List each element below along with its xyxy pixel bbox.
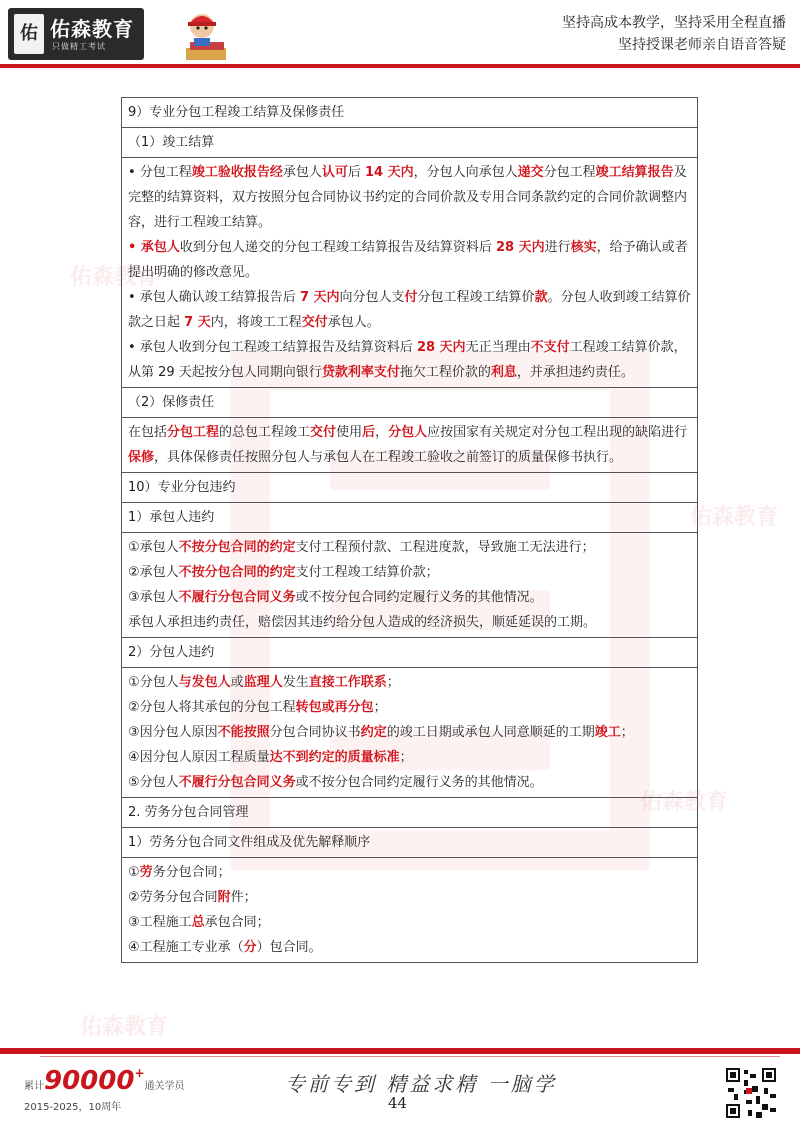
list-item: ③承包人不履行分包合同义务或不按分包合同约定履行义务的其他情况。 (128, 590, 543, 605)
paragraph: • 承包人确认竣工结算报告后 7 天内向分包人支付分包工程竣工结算价款。分包人收到竣工结算价款之日起 7 天内，将竣工工程交付承包人。 (128, 290, 691, 330)
list-item: ①劳务分包合同； (128, 865, 231, 880)
list-item: ②劳务分包合同附件； (128, 890, 257, 905)
header-divider (0, 64, 800, 68)
section-title: 9）专业分包工程竣工结算及保修责任 (122, 98, 698, 128)
subsection-title: 1）劳务分包合同文件组成及优先解释顺序 (122, 828, 698, 858)
logo-subtext: 只做精工考试 (52, 42, 106, 51)
document-order-list (122, 858, 698, 963)
list-item: ⑤分包人不履行分包合同义务或不按分包合同约定履行义务的其他情况。 (128, 775, 543, 790)
section-title: 2. 劳务分包合同管理 (122, 798, 698, 828)
subcontractor-breach-list (122, 668, 698, 798)
list-item: 承包人承担违约责任，赔偿因其违约给分包人造成的经济损失，顺延延误的工期。 (128, 615, 597, 630)
slogan (562, 12, 786, 56)
watermark: 佑森教育 (80, 1015, 169, 1040)
watermark: 佑森教育 (70, 265, 159, 290)
stat-prefix: 累计 (24, 1081, 44, 1092)
page-number: 44 (388, 1094, 408, 1112)
subsection-title: 1）承包人违约 (122, 503, 698, 533)
list-item: ①承包人不按分包合同的约定支付工程预付款、工程进度款，导致施工无法进行； (128, 540, 595, 555)
paragraph: • 承包人收到分包人递交的分包工程竣工结算报告及结算资料后 28 天内进行核实，给予确认或者提出明确的修改意见。 (128, 240, 688, 280)
warranty-paragraph: 在包括分包工程的总包工程竣工交付使用后，分包人应按国家有关规定对分包工程出现的缺陷进行保修，具体保修责任按照分包人与承包人在工程竣工验收之前签订的质量保修书执行。 (122, 418, 698, 473)
watermark: 佑森教育 (640, 790, 729, 815)
anniversary-text: 2015-2025，10周年 (24, 1102, 122, 1113)
list-item: ③工程施工总承包合同； (128, 915, 270, 930)
slogan-line-2: 坚持授课老师亲自语音答疑 (618, 37, 786, 53)
contractor-breach-list (122, 533, 698, 638)
list-item: ②分包人将其承包的分包工程转包或再分包； (128, 700, 387, 715)
stat-suffix: 通关学员 (144, 1081, 185, 1092)
handwritten-motto: 专前专到 精益求精 一脑学 (285, 1072, 557, 1096)
list-item: ④工程施工专业承（分）包合同。 (128, 940, 322, 955)
watermark: 佑森教育 (690, 505, 779, 530)
stat-plus: + (134, 1066, 145, 1080)
content-table (121, 97, 698, 963)
footer-thin-divider (40, 1056, 780, 1057)
footer-divider (0, 1048, 800, 1054)
brand-logo (8, 8, 144, 60)
logo-text: 佑森教育 (50, 17, 134, 41)
logo-mark-icon: 佑 (14, 14, 44, 54)
stat-number: 90000 (44, 1066, 135, 1096)
paragraph: • 承包人收到分包工程竣工结算报告及结算资料后 28 天内无正当理由不支付工程竣工结算价款，从第 29 天起按分包人同期向银行贷款利率支付拖欠工程价款的利息，并承担违约责任。 (128, 340, 687, 380)
paragraph: • 分包工程竣工验收报告经承包人认可后 14 天内，分包人向承包人递交分包工程竣工结算报告及完整的结算资料，双方按照分包合同协议书约定的合同价款及专用合同条款约定的合同价款调整内容，进行工程竣工结算。 (128, 165, 688, 230)
list-item: ③因分包人原因不能按照分包合同协议书约定的竣工日期或承包人同意顺延的工期竣工； (128, 725, 634, 740)
student-stats (24, 1066, 185, 1113)
mascot-icon (176, 8, 232, 62)
qr-code-icon (724, 1066, 778, 1120)
section-title: 10）专业分包违约 (122, 473, 698, 503)
slogan-line-1: 坚持高成本教学，坚持采用全程直播 (562, 15, 786, 31)
settlement-paragraphs (122, 158, 698, 388)
page-header (0, 0, 800, 68)
subsection-title: （2）保修责任 (122, 388, 698, 418)
subsection-title: 2）分包人违约 (122, 638, 698, 668)
subsection-title: （1）竣工结算 (122, 128, 698, 158)
list-item: ②承包人不按分包合同的约定支付工程竣工结算价款； (128, 565, 439, 580)
list-item: ④因分包人原因工程质量达不到约定的质量标准； (128, 750, 413, 765)
list-item: ①分包人与发包人或监理人发生直接工作联系； (128, 675, 400, 690)
